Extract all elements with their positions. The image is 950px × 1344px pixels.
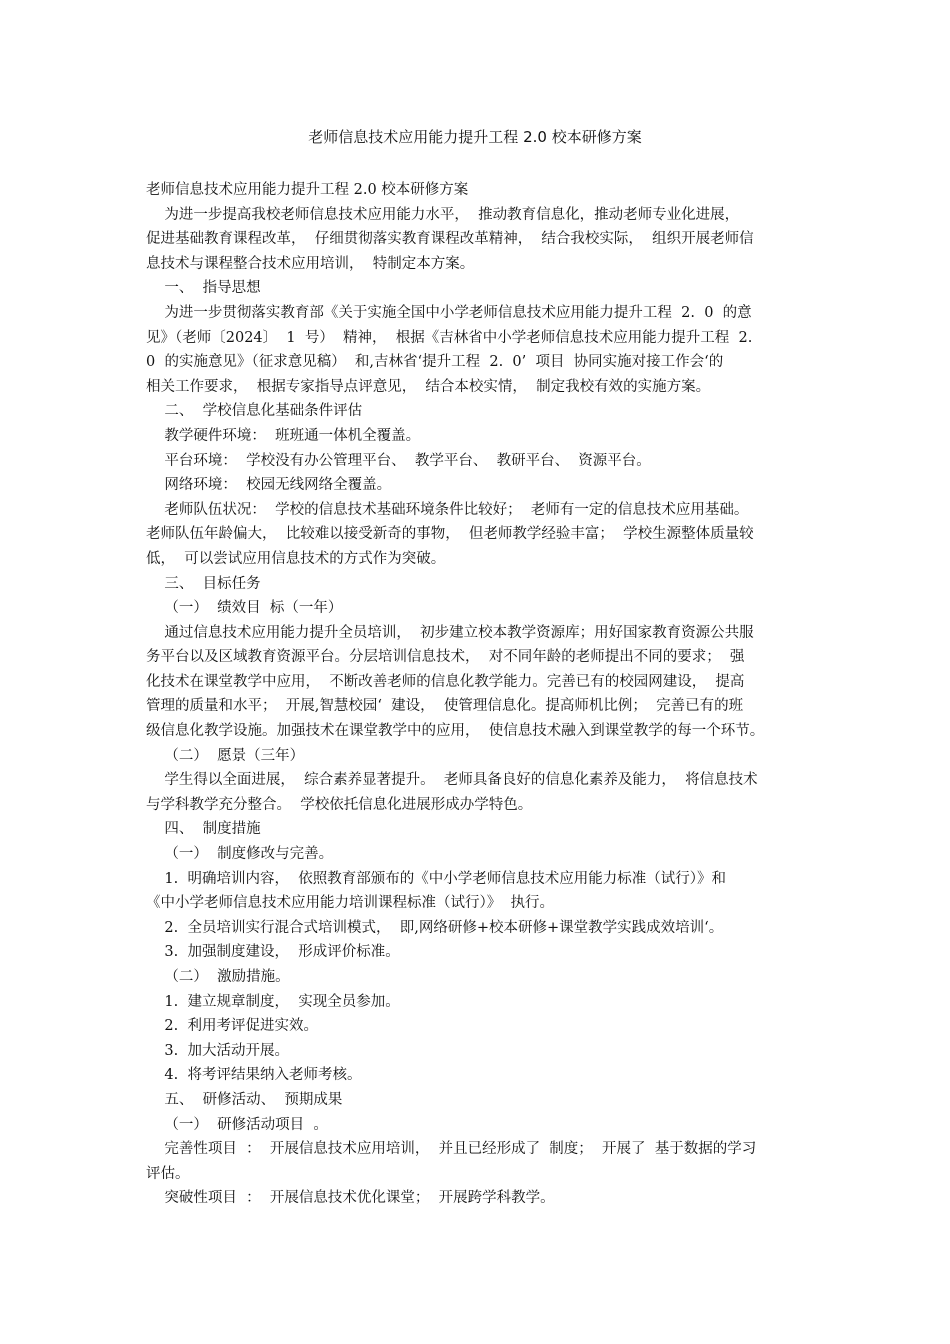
text-line: 为进一步提高我校老师信息技术应用能力水平， 推动教育信息化，推动老师专业化进展， bbox=[146, 206, 740, 223]
text-line: 老师信息技术应用能力提升工程 2.0 校本研修方案 bbox=[146, 182, 469, 198]
document-title: 老师信息技术应用能力提升工程 2.0 校本研修方案 bbox=[308, 128, 642, 146]
text-line: 与学科教学充分整合。 学校依托信息化进展形成办学特色。 bbox=[146, 796, 533, 813]
text-line: 教学硬件环境： 班班通一体机全覆盖。 bbox=[146, 427, 421, 444]
text-line: 通过信息技术应用能力提升全员培训， 初步建立校本教学资源库；用好国家教育资源公共服 bbox=[146, 624, 754, 641]
text-line: 管理的质量和水平； 开展,智慧校园‘ 建设， 使管理信息化。提高师机比例； 完善已有的班 bbox=[146, 698, 744, 715]
text-line: 3. 加大活动开展。 bbox=[146, 1042, 289, 1059]
text-line: （二） 激励措施。 bbox=[146, 969, 290, 985]
text-line: 四、 制度措施 bbox=[146, 821, 261, 838]
text-line: 务平台以及区域教育资源平台。分层培训信息技术， 对不同年龄的老师提出不同的要求； 强 bbox=[146, 649, 745, 666]
document-body bbox=[146, 178, 826, 1211]
text-line: （一） 绩效目 标（一年） bbox=[146, 600, 343, 617]
text-line: 五、 研修活动、 预期成果 bbox=[146, 1091, 343, 1108]
text-line: 完善性项目 ： 开展信息技术应用培训， 并且已经形成了 制度； 开展了 基于数据的学习 bbox=[146, 1141, 757, 1158]
text-line: 0 的实施意见》（征求意见稿） 和,吉林省‘提升工程 2. 0’ 项目 协同实施对接工作会‘的 bbox=[146, 354, 724, 371]
text-line: 1. 建立规章制度， 实现全员参加。 bbox=[146, 993, 400, 1010]
text-line: 3. 加强制度建设， 形成评价标准。 bbox=[146, 944, 400, 961]
text-line: 低， 可以尝试应用信息技术的方式作为突破。 bbox=[146, 550, 446, 567]
text-line: 促进基础教育课程改革， 仔细贯彻落实教育课程改革精神， 结合我校实际， 组织开展老师信 bbox=[146, 231, 754, 248]
text-line: 突破性项目 ： 开展信息技术优化课堂； 开展跨学科教学。 bbox=[146, 1190, 555, 1207]
text-line: 相关工作要求， 根据专家指导点评意见， 结合本校实情， 制定我校有效的实施方案。 bbox=[146, 378, 711, 395]
text-line: 二、 学校信息化基础条件评估 bbox=[146, 403, 363, 420]
text-line: 老师队伍年龄偏大， 比较难以接受新奇的事物， 但老师教学经验丰富； 学校生源整体质量较 bbox=[146, 526, 754, 543]
text-line: （一） 研修活动项目 。 bbox=[146, 1116, 328, 1133]
text-line: 级信息化教学设施。加强技术在课堂教学中的应用， 使信息技术融入到课堂教学的每一个环节。 bbox=[146, 723, 765, 740]
text-line: 化技术在课堂教学中应用， 不断改善老师的信息化教学能力。完善已有的校园网建设， 提高 bbox=[146, 673, 745, 690]
text-line: 4. 将考评结果纳入老师考核。 bbox=[146, 1067, 362, 1084]
text-line: 2. 利用考评促进实效。 bbox=[146, 1018, 318, 1035]
text-line: 三、 目标任务 bbox=[146, 575, 261, 592]
text-line: 《中小学老师信息技术应用能力培训课程标准（试行）》 执行。 bbox=[146, 895, 554, 912]
text-line: （二） 愿景（三年） bbox=[146, 747, 305, 764]
text-line: 一、 指导思想 bbox=[146, 280, 261, 297]
text-line: 平台环境： 学校没有办公管理平台、 教学平台、 教研平台、 资源平台。 bbox=[146, 452, 651, 469]
text-line: 2. 全员培训实行混合式培训模式， 即,网络研修+校本研修+课堂教学实践成效培训‘。 bbox=[146, 919, 724, 936]
text-line: 息技术与课程整合技术应用培训， 特制定本方案。 bbox=[146, 255, 475, 272]
text-line: 网络环境： 校园无线网络全覆盖。 bbox=[146, 477, 392, 494]
text-line: 老师队伍状况： 学校的信息技术基础环境条件比较好； 老师有一定的信息技术应用基础。 bbox=[146, 501, 749, 518]
text-line: 评估。 bbox=[146, 1165, 190, 1182]
text-line: 为进一步贯彻落实教育部《关于实施全国中小学老师信息技术应用能力提升工程 2. 0 的意 bbox=[146, 304, 752, 321]
text-line: 1. 明确培训内容， 依照教育部颁布的《中小学老师信息技术应用能力标准（试行）》和 bbox=[146, 870, 726, 887]
text-line: 见》（老师〔2024〕 1 号） 精神， 根据《吉林省中小学老师信息技术应用能力提升工程 2. bbox=[146, 329, 753, 346]
text-line: 学生得以全面进展， 综合素养显著提升。 老师具备良好的信息化素养及能力， 将信息技术 bbox=[146, 772, 758, 789]
text-line: （一） 制度修改与完善。 bbox=[146, 846, 334, 863]
